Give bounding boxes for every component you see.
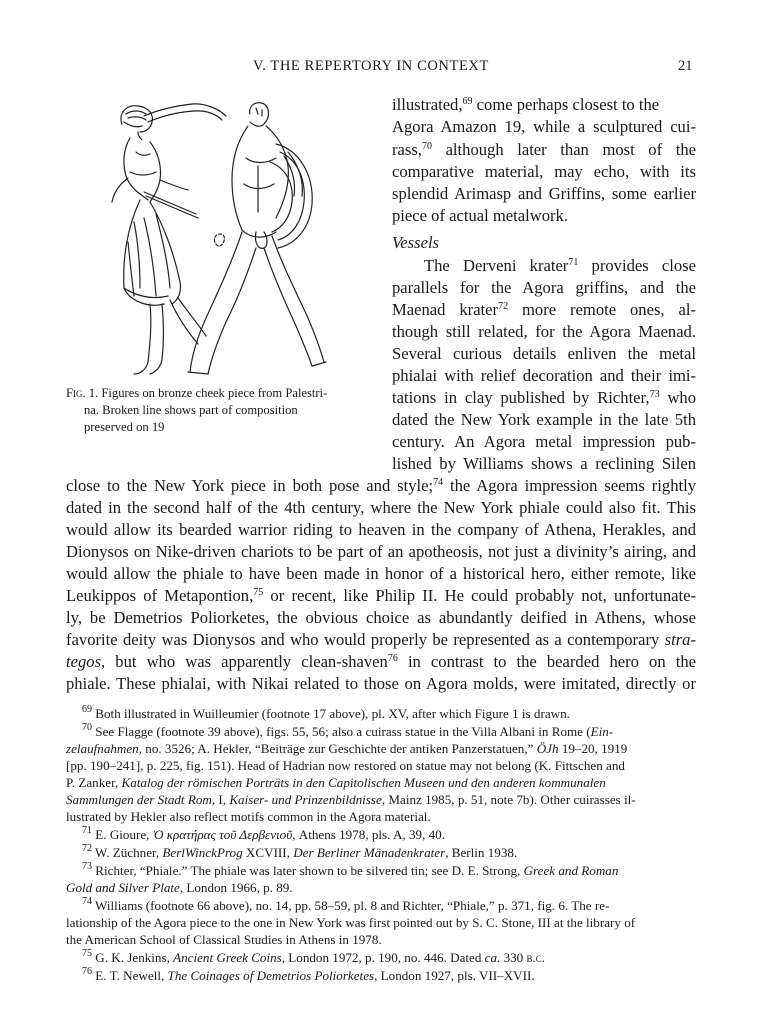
caption-line: Fig. 1. Figures on bronze cheek piece from Palestri- bbox=[66, 386, 328, 400]
footnote-70: $^{70}$ See Flagge (footnote 39 above), figs. 55, 56; also a cuirass statue in the Villa Albani in Rome (Ein- bbox=[82, 722, 614, 739]
running-title: V. THE REPERTORY IN CONTEXT bbox=[253, 58, 489, 74]
text-line: Several curious details enliven the metal bbox=[392, 344, 696, 363]
text-line: comparative material, may echo, with its bbox=[392, 162, 696, 181]
caption-line: preserved on 19 bbox=[84, 420, 165, 434]
text-line: rass,$^{70}$ although later than most of the bbox=[392, 140, 696, 159]
section-heading: Vessels bbox=[392, 233, 440, 252]
text-line: would allow its bearded warrior riding to heaven in the company of Athena, Herakles, and bbox=[66, 520, 696, 539]
footnote-75: $^{75}$ G. K. Jenkins, Ancient Greek Coins, London 1972, p. 190, no. 446. Dated ca. 330 b.c. bbox=[82, 948, 546, 965]
text-line: favorite deity was Dionysos and who would properly be represented as a contemporary stra- bbox=[66, 630, 696, 649]
footnote-70-line: Sammlungen der Stadt Rom, I, Kaiser- und Prinzenbildnisse, Mainz 1985, p. 51, note 7b). Other cuirasses il- bbox=[66, 792, 636, 807]
footnote-74: $^{74}$ Williams (footnote 66 above), no. 14, pp. 58–59, pl. 8 and Richter, “Phiale,” p. 371, fig. 6. The re- bbox=[82, 896, 610, 913]
text-line: ly, be Demetrios Poliorketes, the obvious choice as abundantly deified in Athens, whose bbox=[66, 608, 696, 627]
text-line: century. An Agora metal impression pub- bbox=[392, 432, 696, 451]
footnote-70-line: P. Zanker, Katalog der römischen Porträts in den Capitolischen Museen und den anderen kommunalen bbox=[66, 775, 606, 790]
text-line: phiale. These phialai, with Nikai related to those on Agora molds, were imitated, directly or bbox=[66, 674, 696, 693]
text-line: Dionysos on Nike-driven chariots to be part of an apotheosis, not just a divinity’s airing, and bbox=[66, 542, 696, 561]
text-line: would allow the phiale to have been made in honor of a historical hero, either remote, like bbox=[66, 564, 696, 583]
text-line: Maenad krater$^{72}$ more remote ones, al- bbox=[392, 300, 697, 319]
footnote-70-line: zelaufnahmen, no. 3526; A. Hekler, “Beiträge zur Geschichte der antiken Panzerstatuen,” ÖJh 19–20, 1919 bbox=[66, 741, 628, 756]
footnote-73: $^{73}$ Richter, “Phiale.” The phiale was later shown to be silvered tin; see D. E. Strong, Greek and Roman bbox=[82, 861, 619, 878]
text-line: phialai with relief decoration and their imi- bbox=[392, 366, 696, 385]
text-line: lished by Williams shows a reclining Silen bbox=[392, 454, 696, 473]
text-line: close to the New York piece in both pose and style;$^{74}$ the Agora impression seems rightly bbox=[66, 476, 697, 495]
footnote-71: $^{71}$ E. Gioure, Ὁ κρατήρας τοῦ Δερβενιοῦ, Athens 1978, pls. A, 39, 40. bbox=[82, 825, 445, 842]
text-line: though still related, for the Agora Maenad. bbox=[392, 322, 696, 341]
footnote-69: $^{69}$ Both illustrated in Wuilleumier (footnote 17 above), pl. XV, after which Figure 1 is drawn. bbox=[82, 704, 570, 721]
text-line: illustrated,$^{69}$ come perhaps closest to the bbox=[392, 95, 660, 114]
footnote-74-line: lationship of the Agora piece to the one in New York was first pointed out by S. C. Stone, III at the library of bbox=[66, 915, 636, 930]
footnote-76: $^{76}$ E. T. Newell, The Coinages of Demetrios Poliorketes, London 1927, pls. VII–XVII. bbox=[82, 966, 535, 983]
text-line: parallels for the Agora griffins, and the bbox=[392, 278, 696, 297]
text-line: Leukippos of Metapontion,$^{75}$ or recent, like Philip II. He could probably not, unfortunate- bbox=[66, 586, 696, 605]
caption-line: na. Broken line shows part of composition bbox=[84, 403, 298, 417]
footnote-74-line: the American School of Classical Studies in Athens in 1978. bbox=[66, 932, 382, 947]
text-line: The Derveni krater$^{71}$ provides close bbox=[424, 256, 696, 275]
text-line: splendid Arimasp and Griffins, some earlier bbox=[392, 184, 696, 203]
text-line: Agora Amazon 19, while a sculptured cui- bbox=[392, 117, 696, 136]
footnote-70-line: [pp. 190–241], p. 225, fig. 151). Head of Hadrian now restored on statue may not belong (K. Fittschen and bbox=[66, 758, 625, 773]
text-line: piece of actual metalwork. bbox=[392, 206, 568, 225]
text-line: tegos, but who was apparently clean-shaven$^{76}$ in contrast to the bearded hero on the bbox=[66, 652, 696, 671]
caption-label: Fig. 1. bbox=[66, 386, 99, 400]
text-line: tations in clay published by Richter,$^{73}$ who bbox=[392, 388, 697, 407]
page-number: 21 bbox=[678, 58, 693, 74]
text-line: dated in the second half of the 4th century, where the New York phiale could also fit. This bbox=[66, 498, 696, 517]
footnote-72: $^{72}$ W. Züchner, BerlWinckProg XCVIII, Der Berliner Mänadenkrater, Berlin 1938. bbox=[82, 843, 518, 860]
footnote-73-line: Gold and Silver Plate, London 1966, p. 89. bbox=[66, 880, 293, 895]
footnote-70-line: lustrated by Hekler also reflect motifs common in the Agora material. bbox=[66, 809, 431, 824]
text-line: dated the New York example in the late 5th bbox=[392, 410, 696, 429]
